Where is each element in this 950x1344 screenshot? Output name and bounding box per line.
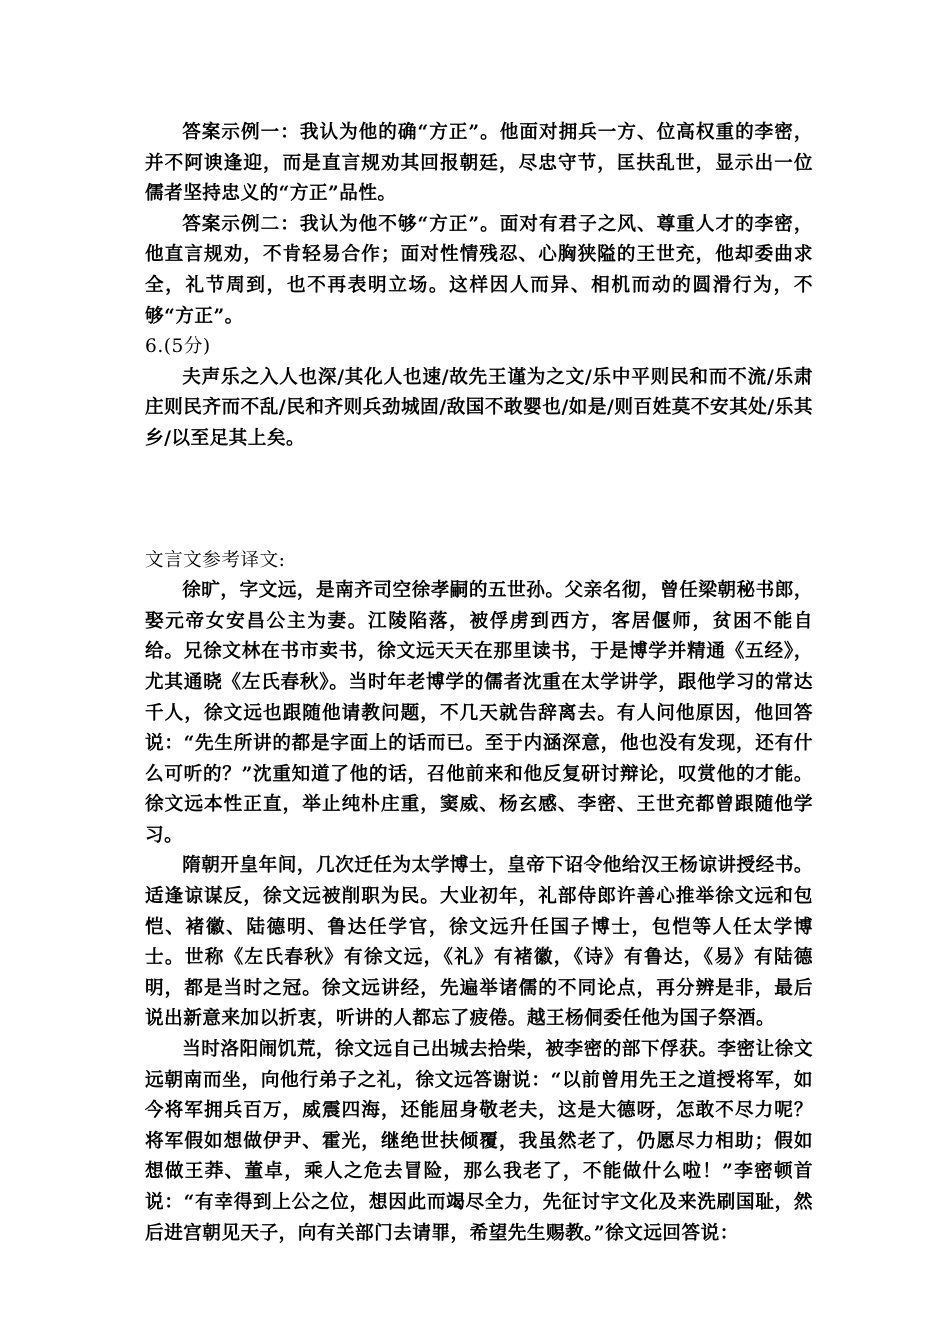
document-page [145,118,813,1249]
translation-paragraph-2: 隋朝开皇年间，几次迁任为太学博士，皇帝下诏令他给汉王杨谅讲授经书。适逢谅谋反，徐文远被削职为民。大业初年，礼部侍郎许善心推举徐文远和包恺、褚徽、陆德明、鲁达任学官，徐文远升任国子博士，包恺等人任太学博士。世称《左氏春秋》有徐文远，《礼》有褚徽，《诗》有鲁达，《易》有陆德明，都是当时之冠。徐文远讲经，先遍举诸儒的不同论点，再分辨是非，最后说出新意来加以折衷，听讲的人都忘了疲倦。越王杨侗委任他为国子祭酒。 [145,855,813,1030]
answer-example-1: 答案示例一：我认为他的确“方正”。他面对拥兵一方、位高权重的李密，并不阿谀逢迎，而是直言规劝其回报朝廷，尽忠守节，匡扶乱世，显示出一位儒者坚持忠义的“方正”品性。 [145,122,813,205]
translation-heading: 文言文参考译文: [145,549,286,571]
translation-paragraph-3: 当时洛阳闹饥荒，徐文远自己出城去拾柴，被李密的部下俘获。李密让徐文远朝南而坐，向他行弟子之礼，徐文远答谢说：“以前曾用先王之道授将军，如今将军拥兵百万，威震四海，还能屈身敬老夫，这是大德呀，怎敢不尽力呢？将军假如想做伊尹、霍光，继绝世扶倾覆，我虽然老了，仍愿尽力相助；假如想做王莽、董卓，乘人之危去冒险，那么我老了，不能做什么啦！”李密顿首说：“有幸得到上公之位，想因此而竭尽全力，先征讨宇文化及来洗刷国耻，然后进宫朝见天子，向有关部门去请罪，希望先生赐教。”徐文远回答说： [145,1039,813,1244]
section-gap [145,455,813,546]
answer-example-2: 答案示例二：我认为他不够“方正”。面对有君子之风、尊重人才的李密，他直言规劝，不肯轻易合作；面对性情残忍、心胸狭隘的王世充，他却委曲求全，礼节周到，也不再表明立场。这样因人而异、相机而动的圆滑行为，不够“方正”。 [145,213,813,327]
question-6-heading: 6.(5分) [145,336,211,358]
question-6-answer: 夫声乐之入人也深/其化人也速/故先王谨为之文/乐中平则民和而不流/乐肃庄则民齐而不乱/民和齐则兵劲城固/敌国不敢婴也/如是/则百姓莫不安其处/乐其乡/以至足其上矣。 [145,366,813,449]
translation-paragraph-1: 徐旷，字文远，是南齐司空徐孝嗣的五世孙。父亲名彻，曾任梁朝秘书郎，娶元帝女安昌公主为妻。江陵陷落，被俘虏到西方，客居偃师，贫困不能自给。兄徐文林在书市卖书，徐文远天天在那里读书，于是博学并精通《五经》，尤其通晓《左氏春秋》。当时年老博学的儒者沈重在太学讲学，跟他学习的常达千人，徐文远也跟随他请教问题，不几天就告辞离去。有人问他原因，他回答说：“先生所讲的都是字面上的话而已。至于内涵深意，他也没有发现，还有什么可听的？”沈重知道了他的话，召他前来和他反复研讨辩论，叹赏他的才能。徐文远本性正直，举止纯朴庄重，窦威、杨玄感、李密、王世充都曾跟随他学习。 [145,580,813,846]
